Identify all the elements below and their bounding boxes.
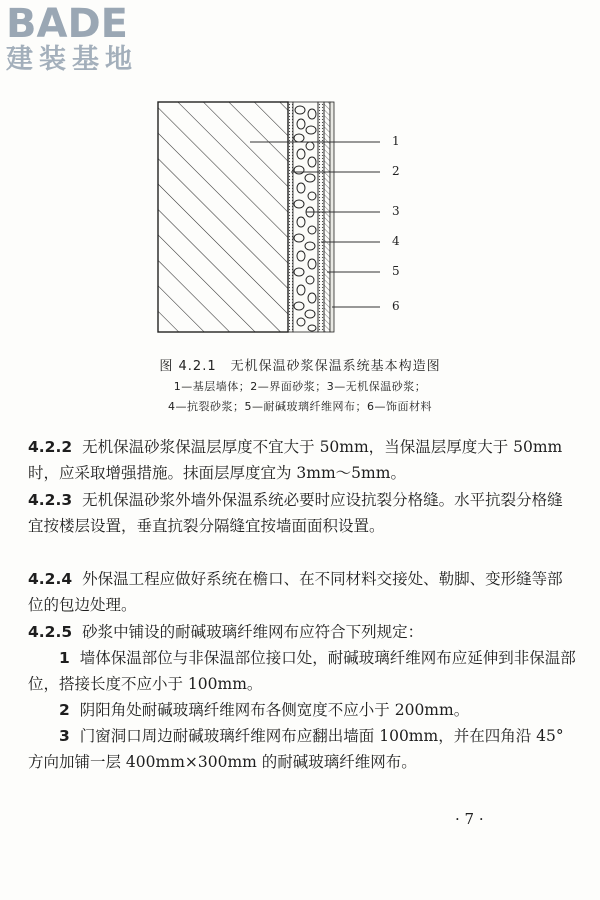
layer-fiberglass-mesh [324, 102, 330, 332]
item-number: 3 [59, 727, 70, 745]
figure-legend-line-2: 4—抗裂砂浆；5—耐碱玻璃纤维网布；6—饰面材料 [168, 400, 432, 413]
clause-4-2-3 [28, 487, 576, 539]
construction-diagram [150, 100, 430, 340]
clause-item-2 [28, 697, 576, 723]
layer-anticrack-mortar [318, 102, 324, 332]
clause-text: 外保温工程应做好系统在檐口、在不同材料交接处、勒脚、变形缝等部位的包边处理。 [28, 570, 563, 614]
page-number: · 7 · [455, 810, 484, 828]
clause-number: 4.2.4 [28, 570, 73, 588]
logo-text-en: BADE [6, 1, 128, 47]
layer-base-wall [158, 102, 288, 332]
figure-legend-line-1: 1—基层墙体；2—界面砂浆；3—无机保温砂浆； [173, 380, 427, 393]
item-text: 阴阳角处耐碱玻璃纤维网布各侧宽度不应小于 200mm。 [79, 701, 470, 719]
figure-caption-title: 图 4.2.1 无机保温砂浆保温系统基本构造图 [159, 359, 441, 374]
item-text: 门窗洞口周边耐碱玻璃纤维网布应翻出墙面 100mm，并在四角沿 45°方向加铺一层 400mm×300mm 的耐碱玻璃纤维网布。 [28, 727, 564, 771]
layer-insulation-mortar [293, 102, 318, 332]
callout-2: 2 [392, 164, 400, 178]
layer-finish-material [330, 102, 334, 332]
callout-6: 6 [392, 299, 400, 313]
callout-1: 1 [392, 134, 400, 148]
clause-text: 无机保温砂浆外墙外保温系统必要时应设抗裂分格缝。水平抗裂分格缝宜按楼层设置，垂直抗裂分隔缝宜按墙面面积设置。 [28, 491, 563, 535]
clause-text: 砂浆中铺设的耐碱玻璃纤维网布应符合下列规定： [82, 623, 424, 641]
callout-3: 3 [392, 204, 400, 218]
clause-number: 4.2.3 [28, 491, 73, 509]
clause-4-2-5 [28, 619, 576, 645]
brand-logo [6, 2, 186, 76]
clause-item-3 [28, 723, 576, 775]
callout-4: 4 [392, 234, 400, 248]
clause-number: 4.2.2 [28, 438, 73, 456]
callout-5: 5 [392, 264, 400, 278]
wall-section-drawing [150, 100, 430, 340]
item-number: 2 [59, 701, 70, 719]
layer-interface-mortar [288, 102, 293, 332]
clause-4-2-2 [28, 434, 576, 486]
clause-text: 无机保温砂浆保温层厚度不宜大于 50mm，当保温层厚度大于 50mm 时，应采取增强措施。抹面层厚度宜为 3mm～5mm。 [28, 438, 563, 482]
item-number: 1 [59, 649, 70, 667]
item-text: 墙体保温部位与非保温部位接口处，耐碱玻璃纤维网布应延伸到非保温部位，搭接长度不应小于 100mm。 [28, 649, 576, 693]
logo-text-cn: 建装基地 [6, 44, 138, 75]
clause-4-2-4 [28, 566, 576, 618]
clause-number: 4.2.5 [28, 623, 73, 641]
clause-item-1 [28, 645, 576, 697]
